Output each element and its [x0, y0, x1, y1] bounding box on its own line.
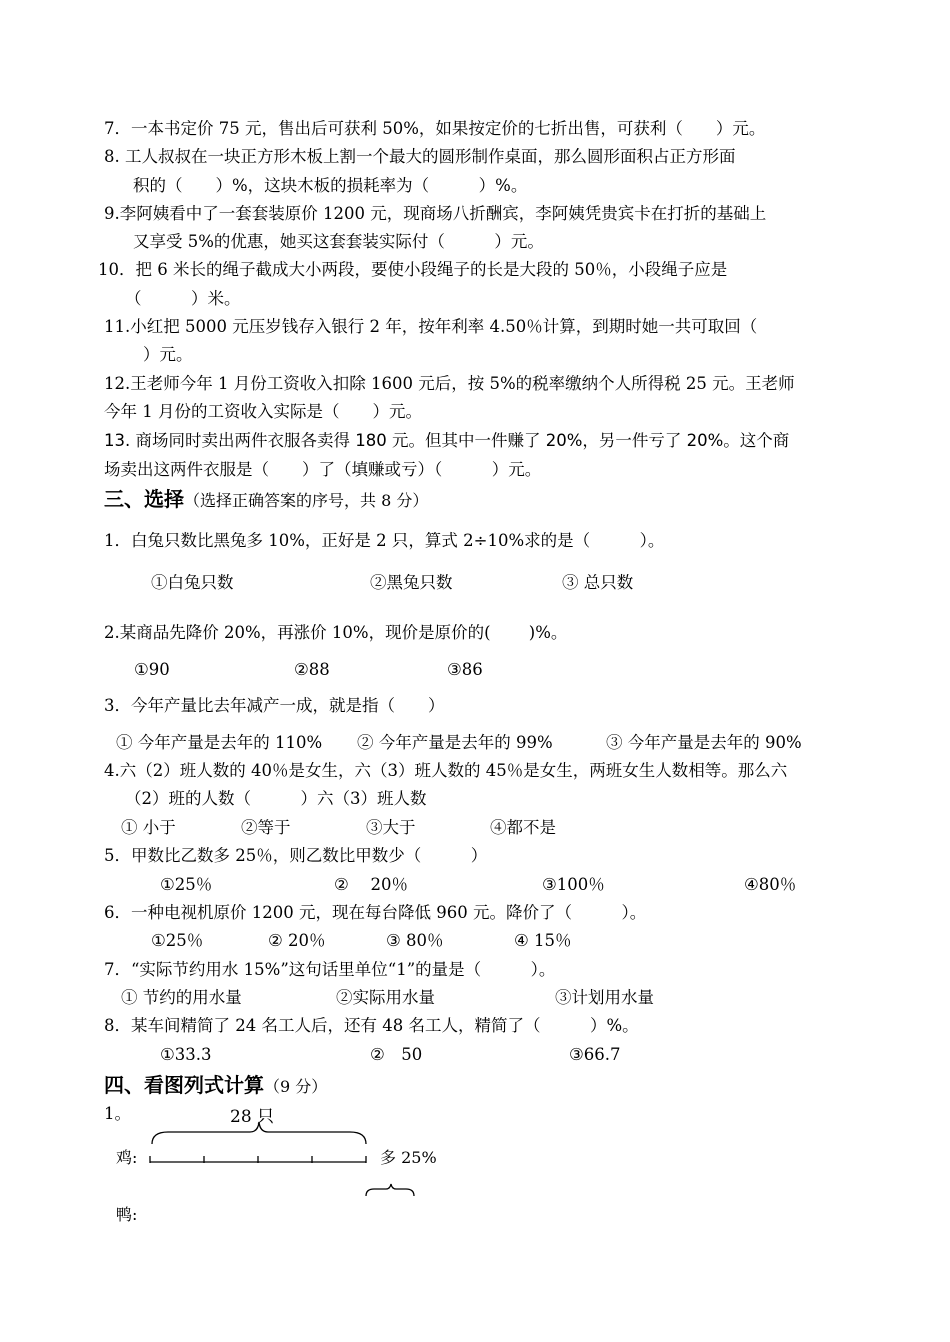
choice-3-option-2: ② 今年产量是去年的 99% [357, 733, 553, 752]
more-label: 多 25% [380, 1148, 437, 1167]
choice-5-option-3: ③100％ [542, 875, 605, 894]
count-label: 28 只 [230, 1107, 275, 1127]
section-3-title: 三、选择 [104, 487, 184, 511]
choice-8-option-2: ② 50 [370, 1045, 423, 1064]
choice-4-option-3: ③大于 [366, 818, 416, 837]
chicken-label: 鸡: [116, 1148, 138, 1167]
question-11-line-1: 11.小红把 5000 元压岁钱存入银行 2 年，按年利率 4.50％计算，到期时她一共可取回（ [104, 317, 758, 336]
choice-4-option-2: ②等于 [241, 818, 291, 837]
choice-2-question: 2.某商品先降价 20%，再涨价 10%，现价是原价的( )%。 [104, 623, 568, 642]
choice-5-option-1: ①25％ [160, 875, 213, 894]
choice-8-option-3: ③66.7 [569, 1045, 621, 1064]
question-10-line-1: 10．把 6 米长的绳子截成大小两段，要使小段绳子的长是大段的 50％，小段绳子应是 [98, 260, 728, 279]
choice-3-option-1: ① 今年产量是去年的 110% [116, 733, 323, 752]
choice-1-question: 1．白兔只数比黑兔多 10%，正好是 2 只，算式 2÷10%求的是（ ）。 [104, 531, 665, 550]
choice-6-option-2: ② 20％ [268, 931, 326, 950]
question-8-line-2: 积的（ ）%，这块木板的损耗率为（ ）%。 [133, 176, 528, 195]
choice-8-option-1: ①33.3 [160, 1045, 212, 1064]
choice-4-question-line-2: （2）班的人数（ ）六（3）班人数 [125, 789, 427, 808]
choice-6-option-1: ①25％ [151, 931, 204, 950]
question-13-line-2: 场卖出这两件衣服是（ ）了（填赚或亏）（ ）元。 [104, 460, 542, 479]
question-12-line-2: 今年 1 月份的工资收入实际是（ ）元。 [104, 402, 422, 421]
choice-3-option-3: ③ 今年产量是去年的 90% [606, 733, 802, 752]
choice-1-option-1: ①白兔只数 [151, 573, 234, 592]
choice-4-option-1: ① 小于 [121, 818, 176, 837]
choice-2-option-2: ②88 [294, 660, 330, 679]
question-9-line-2: 又享受 5%的优惠，她买这套套装实际付（ ）元。 [133, 232, 544, 251]
choice-2-option-1: ①90 [134, 660, 170, 679]
choice-1-option-3: ③ 总只数 [562, 573, 634, 592]
question-7: 7．一本书定价 75 元，售出后可获利 50%，如果按定价的七折出售，可获利（ ）元。 [104, 119, 766, 138]
choice-7-option-2: ②实际用水量 [336, 988, 435, 1007]
section-4-item-1: 1。 [104, 1104, 131, 1123]
small-brace [366, 1184, 414, 1196]
choice-8-question: 8．某车间精简了 24 名工人后，还有 48 名工人，精简了（ ）%。 [104, 1016, 639, 1035]
top-brace [152, 1122, 366, 1144]
choice-6-option-4: ④ 15％ [514, 931, 572, 950]
duck-label: 鸭: [116, 1205, 138, 1224]
question-8-line-1: 8. 工人叔叔在一块正方形木板上割一个最大的圆形制作桌面，那么圆形面积占正方形面 [104, 147, 736, 166]
choice-4-option-4: ④都不是 [490, 818, 556, 837]
choice-4-question-line-1: 4.六（2）班人数的 40％是女生，六（3）班人数的 45％是女生，两班女生人数相等。那么六 [104, 761, 788, 780]
choice-5-option-4: ④80％ [744, 875, 797, 894]
question-9-line-1: 9.李阿姨看中了一套套装原价 1200 元，现商场八折酬宾，李阿姨凭贵宾卡在打折的基础上 [104, 204, 767, 223]
choice-2-option-3: ③86 [447, 660, 483, 679]
choice-7-option-1: ① 节约的用水量 [121, 988, 242, 1007]
section-3-note: （选择正确答案的序号，共 8 分） [184, 491, 429, 510]
section-4-note: （9 分） [264, 1077, 328, 1096]
choice-3-question: 3．今年产量比去年减产一成，就是指（ ） [104, 696, 445, 715]
choice-7-option-3: ③计划用水量 [555, 988, 654, 1007]
question-10-line-2: （ ）米。 [125, 289, 241, 308]
choice-6-question: 6．一种电视机原价 1200 元，现在每台降低 960 元。降价了（ ）。 [104, 903, 647, 922]
choice-5-question: 5．甲数比乙数多 25％，则乙数比甲数少（ ） [104, 846, 488, 865]
choice-7-question: 7．“实际节约用水 15%”这句话里单位“1”的量是（ ）。 [104, 960, 556, 979]
question-11-line-2: ）元。 [143, 345, 193, 364]
question-13-line-1: 13. 商场同时卖出两件衣服各卖得 180 元。但其中一件赚了 20%，另一件亏了 20%。这个商 [104, 431, 790, 450]
choice-1-option-2: ②黑兔只数 [370, 573, 453, 592]
choice-6-option-3: ③ 80％ [386, 931, 444, 950]
question-12-line-1: 12.王老师今年 1 月份工资收入扣除 1600 元后，按 5%的税率缴纳个人所得税 25 元。王老师 [104, 374, 795, 393]
choice-5-option-2: ② 20％ [334, 875, 409, 894]
section-4-title: 四、看图列式计算 [104, 1073, 264, 1097]
